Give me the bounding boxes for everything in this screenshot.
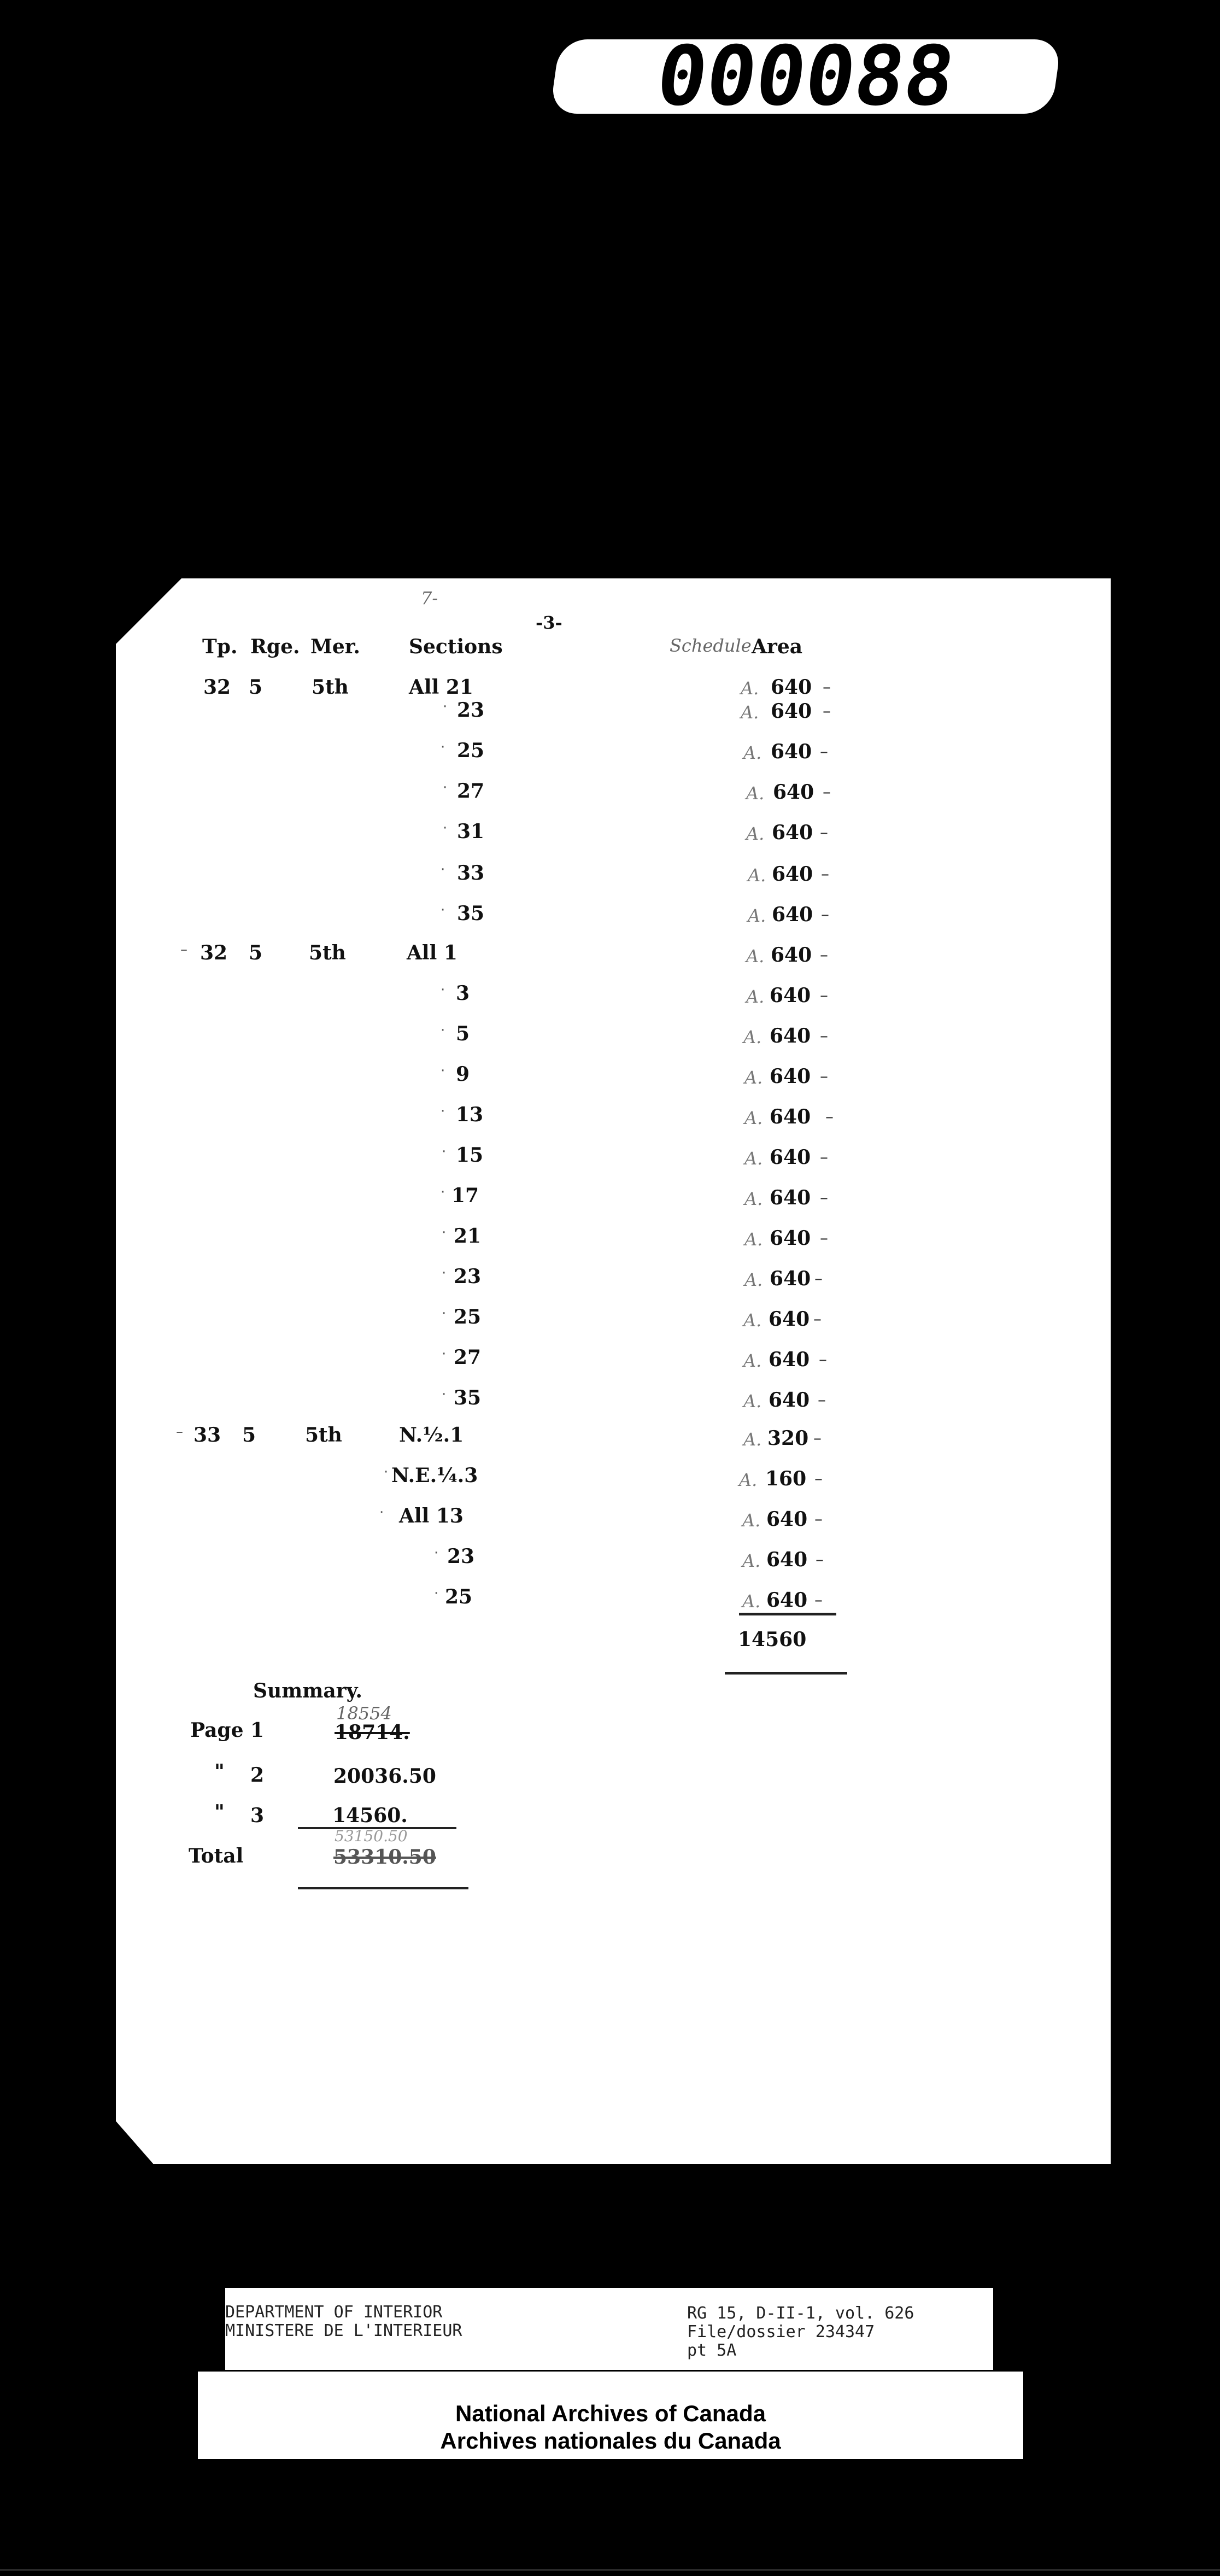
area-total: 14560 bbox=[738, 1628, 807, 1651]
summary-page3-value: 14560. bbox=[332, 1804, 408, 1827]
row-section: 13 bbox=[456, 1103, 484, 1126]
summary-ditto: " bbox=[214, 1760, 225, 1783]
header-area: Area bbox=[752, 635, 803, 658]
row-tick: · bbox=[434, 1585, 439, 1602]
row-area: 640 bbox=[770, 1267, 811, 1290]
row-tick: – bbox=[180, 941, 187, 958]
row-section: All 21 bbox=[409, 676, 473, 699]
row-area: 640 bbox=[772, 903, 813, 926]
row-dash: – bbox=[820, 1027, 828, 1046]
national-archives-label bbox=[198, 2372, 1023, 2459]
row-marker: A. bbox=[746, 946, 765, 967]
summary-ditto: " bbox=[214, 1801, 225, 1824]
row-tp: 33 bbox=[193, 1424, 221, 1447]
department-fr: MINISTERE DE L'INTERIEUR bbox=[225, 2321, 462, 2340]
row-tick: · bbox=[441, 1103, 445, 1120]
summary-page3-number: 3 bbox=[250, 1804, 265, 1827]
row-area: 640 bbox=[770, 1105, 811, 1128]
row-section: 23 bbox=[454, 1265, 482, 1288]
row-tick: · bbox=[441, 1022, 445, 1039]
row-tick: · bbox=[442, 1346, 447, 1362]
row-marker: A. bbox=[742, 1510, 761, 1531]
row-dash: – bbox=[820, 1148, 828, 1167]
header-rge: Rge. bbox=[250, 635, 300, 658]
row-tick: · bbox=[443, 699, 448, 715]
row-area: 160 bbox=[765, 1467, 807, 1490]
row-section: 31 bbox=[457, 820, 485, 843]
row-area: 640 bbox=[771, 944, 812, 967]
archive-reference bbox=[687, 2304, 914, 2360]
row-marker: A. bbox=[739, 1470, 758, 1490]
row-dash: – bbox=[823, 783, 831, 802]
row-area: 640 bbox=[769, 1348, 810, 1371]
row-area: 640 bbox=[771, 700, 812, 723]
row-tick: · bbox=[441, 739, 445, 756]
summary-total-correction: 53150.50 bbox=[335, 1827, 408, 1845]
row-tick: · bbox=[441, 982, 445, 998]
row-area: 640 bbox=[771, 676, 812, 699]
row-marker: A. bbox=[748, 865, 766, 886]
row-area: 640 bbox=[766, 1508, 808, 1531]
row-marker: A. bbox=[746, 986, 765, 1007]
row-tick: · bbox=[443, 820, 448, 836]
row-mer: 5th bbox=[309, 941, 346, 964]
row-marker: A. bbox=[743, 1429, 762, 1450]
row-dash: – bbox=[821, 905, 829, 924]
row-tick: · bbox=[442, 1386, 447, 1403]
header-mer: Mer. bbox=[310, 635, 360, 658]
row-section: 23 bbox=[447, 1545, 475, 1568]
area-total-rule bbox=[725, 1672, 847, 1675]
row-section: N.E.¼.3 bbox=[391, 1464, 478, 1487]
row-area: 640 bbox=[770, 1227, 811, 1250]
row-marker: A. bbox=[743, 1027, 762, 1047]
frame-number-text: 000088 bbox=[650, 29, 961, 124]
summary-page1-value: 18714. bbox=[335, 1721, 410, 1744]
row-tp: 32 bbox=[203, 676, 231, 699]
row-section: 27 bbox=[454, 1346, 482, 1369]
row-dash: – bbox=[821, 865, 829, 884]
row-section: 35 bbox=[457, 902, 485, 925]
row-section: 15 bbox=[456, 1144, 484, 1167]
folded-corner-bottom bbox=[116, 2121, 154, 2165]
row-tick: · bbox=[443, 780, 448, 796]
archives-name-fr: Archives nationales du Canada bbox=[440, 2428, 781, 2454]
summary-title: Summary. bbox=[253, 1679, 362, 1702]
row-area: 640 bbox=[772, 821, 813, 844]
row-marker: A. bbox=[743, 1310, 762, 1331]
document-page bbox=[116, 578, 1111, 2164]
reference-part: pt 5A bbox=[687, 2341, 737, 2360]
row-marker: A. bbox=[744, 1269, 763, 1290]
row-tp: 32 bbox=[200, 941, 228, 964]
row-area: 640 bbox=[769, 1308, 810, 1331]
row-section: 21 bbox=[454, 1225, 482, 1248]
row-tick: · bbox=[441, 1184, 445, 1201]
archives-name-en: National Archives of Canada bbox=[455, 2401, 766, 2426]
row-dash: – bbox=[819, 1350, 827, 1369]
row-tick: – bbox=[176, 1424, 183, 1440]
row-dash: – bbox=[820, 1229, 828, 1248]
archive-reference-strip bbox=[225, 2288, 993, 2370]
row-marker: A. bbox=[746, 783, 765, 804]
row-section: 25 bbox=[457, 739, 485, 762]
row-area: 640 bbox=[770, 1024, 811, 1047]
row-marker: A. bbox=[746, 823, 765, 844]
row-dash: – bbox=[823, 678, 831, 697]
reference-file: File/dossier 234347 bbox=[687, 2322, 875, 2341]
row-dash: – bbox=[814, 1269, 823, 1289]
row-dash: – bbox=[820, 823, 828, 842]
header-schedule-handwritten: Schedule bbox=[670, 635, 752, 656]
row-marker: A. bbox=[744, 1229, 763, 1250]
row-section: N.½.1 bbox=[399, 1424, 464, 1447]
row-section: 35 bbox=[454, 1386, 482, 1409]
folded-corner-top bbox=[116, 578, 181, 644]
row-tick: · bbox=[434, 1545, 439, 1561]
row-area: 640 bbox=[770, 984, 811, 1007]
row-rge: 5 bbox=[249, 676, 263, 699]
row-marker: A. bbox=[741, 702, 759, 723]
row-area: 640 bbox=[770, 1065, 811, 1088]
row-dash: – bbox=[820, 986, 828, 1005]
row-marker: A. bbox=[741, 678, 759, 699]
row-mer: 5th bbox=[312, 676, 349, 699]
summary-page1-correction: 18554 bbox=[336, 1703, 392, 1724]
row-mer: 5th bbox=[305, 1424, 342, 1447]
row-tick: · bbox=[379, 1504, 384, 1521]
area-subtotal-rule bbox=[739, 1613, 836, 1615]
row-tick: · bbox=[441, 1063, 445, 1079]
row-marker: A. bbox=[744, 1189, 763, 1209]
row-marker: A. bbox=[744, 1067, 763, 1088]
row-section: 25 bbox=[445, 1585, 473, 1608]
row-tick: · bbox=[442, 1225, 447, 1241]
row-dash: – bbox=[820, 742, 828, 762]
row-section: 25 bbox=[454, 1305, 482, 1328]
row-section: 23 bbox=[457, 699, 485, 722]
row-marker: A. bbox=[743, 742, 762, 763]
bottom-edge-line bbox=[0, 2569, 1220, 2571]
summary-page-label: Page 1 bbox=[190, 1719, 265, 1742]
row-area: 640 bbox=[772, 863, 813, 886]
row-marker: A. bbox=[743, 1350, 762, 1371]
row-marker: A. bbox=[744, 1108, 763, 1128]
row-area: 640 bbox=[769, 1389, 810, 1412]
row-dash: – bbox=[820, 1189, 828, 1208]
summary-page2-value: 20036.50 bbox=[333, 1765, 436, 1788]
row-rge: 5 bbox=[242, 1424, 256, 1447]
row-section: 17 bbox=[451, 1184, 479, 1207]
page-number-mark: -3- bbox=[536, 612, 562, 633]
frame-number bbox=[549, 29, 1061, 124]
row-tick: · bbox=[442, 1265, 447, 1281]
row-section: 33 bbox=[457, 862, 485, 885]
header-sections: Sections bbox=[409, 635, 503, 658]
row-area: 640 bbox=[770, 1186, 811, 1209]
department-en: DEPARTMENT OF INTERIOR bbox=[225, 2303, 443, 2322]
header-tp: Tp. bbox=[202, 635, 238, 658]
row-section: 9 bbox=[456, 1063, 470, 1086]
row-area: 640 bbox=[766, 1589, 808, 1612]
row-area: 640 bbox=[766, 1548, 808, 1571]
row-marker: A. bbox=[744, 1148, 763, 1169]
row-section: All 13 bbox=[399, 1504, 464, 1527]
row-dash: – bbox=[823, 702, 831, 721]
row-dash: – bbox=[813, 1429, 822, 1448]
row-section: 3 bbox=[456, 982, 470, 1005]
row-dash: – bbox=[825, 1108, 834, 1127]
row-dash: – bbox=[820, 1067, 828, 1086]
row-marker: A. bbox=[742, 1591, 761, 1612]
summary-page2-number: 2 bbox=[250, 1764, 265, 1787]
department-label bbox=[225, 2303, 462, 2340]
row-dash: – bbox=[813, 1310, 822, 1329]
row-tick: · bbox=[442, 1144, 447, 1160]
row-area: 640 bbox=[773, 781, 814, 804]
row-tick: · bbox=[441, 902, 445, 918]
summary-total-rule bbox=[298, 1887, 468, 1889]
row-marker: A. bbox=[743, 1391, 762, 1412]
handwritten-mark-top: 7- bbox=[421, 588, 438, 608]
row-section: All 1 bbox=[407, 941, 458, 964]
row-dash: – bbox=[816, 1550, 824, 1570]
row-area: 640 bbox=[770, 1146, 811, 1169]
row-dash: – bbox=[814, 1591, 823, 1610]
row-tick: · bbox=[384, 1464, 389, 1480]
reference-rg: RG 15, D-II-1, vol. 626 bbox=[687, 2304, 914, 2323]
row-marker: A. bbox=[742, 1550, 761, 1571]
row-tick: · bbox=[441, 862, 445, 878]
row-section: 5 bbox=[456, 1022, 470, 1045]
row-marker: A. bbox=[748, 905, 766, 926]
row-dash: – bbox=[818, 1391, 826, 1410]
summary-total-label: Total bbox=[189, 1845, 244, 1867]
row-dash: – bbox=[814, 1510, 823, 1529]
row-tick: · bbox=[442, 1305, 447, 1322]
summary-total-value: 53310.50 bbox=[333, 1846, 436, 1869]
row-section: 27 bbox=[457, 780, 485, 803]
row-dash: – bbox=[814, 1470, 823, 1489]
row-area: 640 bbox=[771, 740, 812, 763]
row-area: 320 bbox=[767, 1427, 809, 1450]
row-rge: 5 bbox=[249, 941, 263, 964]
row-dash: – bbox=[820, 946, 828, 965]
